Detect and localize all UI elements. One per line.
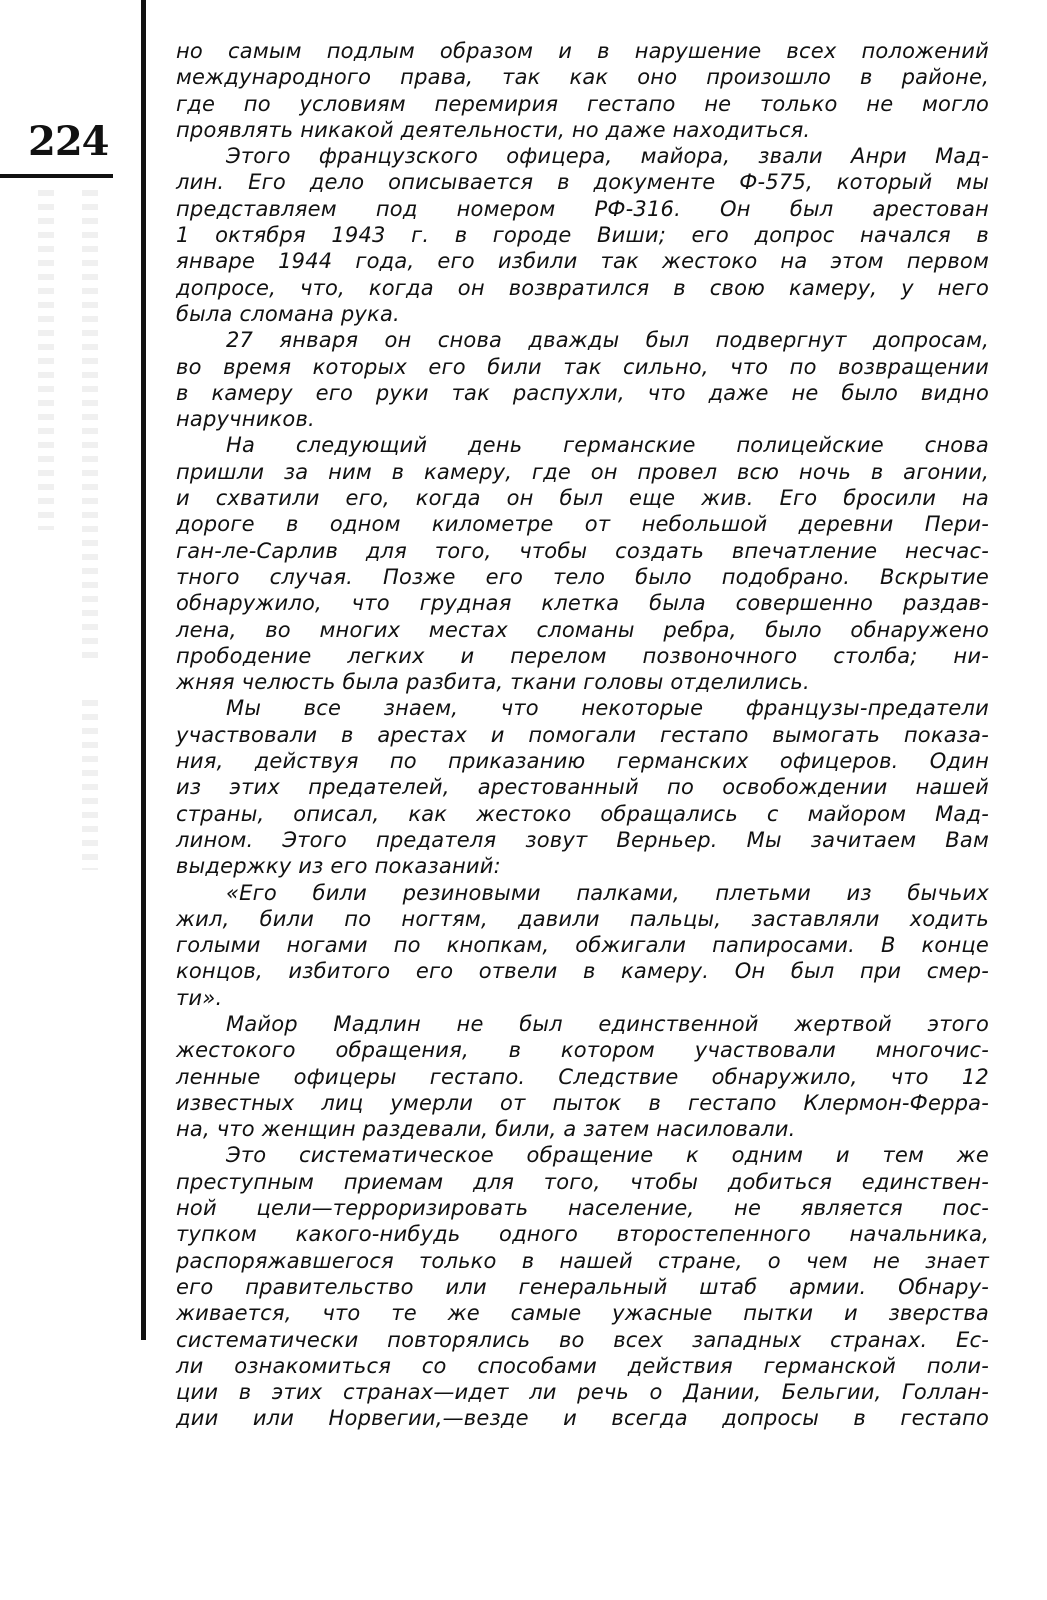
text-line: ти». — [176, 985, 223, 1010]
page-number: 224 — [28, 118, 109, 165]
text-line: ции в этих странах—идет ли речь о Дании, Бельгии, Голлан- — [176, 1380, 989, 1405]
text-line: лена, во многих местах сломаны ребра, было обнаружено — [176, 617, 989, 642]
text-line: жняя челюсть была разбита, ткани головы отделились. — [176, 670, 810, 695]
text-line: 1 октября 1943 г. в городе Виши; его допрос начался в — [176, 223, 989, 248]
text-line: ли ознакомиться со способами действия германской поли- — [176, 1353, 989, 1378]
text-line: голыми ногами по кнопкам, обжигали папиросами. В конце — [176, 933, 989, 958]
text-line: ган-ле-Сарлив для того, чтобы создать впечатление несчас- — [176, 538, 989, 563]
text-line: была сломана рука. — [176, 301, 400, 326]
margin-bleedthrough-b — [82, 190, 98, 660]
text-line: известных лиц умерли от пыток в гестапо Клермон-Ферра- — [176, 1090, 989, 1115]
text-line: из этих предателей, арестованный по освобождении нашей — [176, 775, 989, 800]
text-line: пришли за ним в камеру, где он провел всю ночь в агонии, — [176, 459, 989, 484]
text-line: жил, били по ногтям, давили пальцы, заставляли ходить — [176, 906, 989, 931]
text-line: международного права, так как оно произошло в районе, — [176, 65, 989, 90]
text-line: допросе, что, когда он возвратился в свою камеру, у него — [176, 275, 989, 300]
text-line: январе 1944 года, его избили так жестоко на этом первом — [176, 249, 989, 274]
text-line: прободение легких и перелом позвоночного столба; ни- — [176, 643, 989, 668]
text-line: лином. Этого предателя зовут Верньер. Мы зачитаем Вам — [176, 827, 989, 852]
text-line: живается, что те же самые ужасные пытки и зверства — [176, 1301, 989, 1326]
text-line: страны, описал, как жестоко обращались с майором Мад- — [176, 801, 989, 826]
text-line: представляем под номером РФ-316. Он был арестован — [176, 196, 989, 221]
text-line: и схватили его, когда он был еще жив. Его бросили на — [176, 486, 989, 511]
text-line: Этого французского офицера, майора, звали Анри Мад- — [226, 144, 989, 169]
text-line: тного случая. Позже его тело было подобрано. Вскрытие — [176, 564, 989, 589]
text-line: лин. Его дело описывается в документе Ф-575, который мы — [176, 170, 989, 195]
text-line: на, что женщин раздевали, били, а затем насиловали. — [176, 1117, 796, 1142]
text-line: «Его били резиновыми палками, плетьми из бычьих — [226, 880, 989, 905]
text-line: участвовали в арестах и помогали гестапо вымогать показа- — [176, 722, 989, 747]
text-line: ной цели—терроризировать население, не является пос- — [176, 1196, 989, 1221]
text-line: в камеру его руки так распухли, что даже не было видно — [176, 380, 989, 405]
margin-bleedthrough-c — [82, 700, 98, 870]
text-line: дороге в одном километре от небольшой деревни Пери- — [176, 512, 989, 537]
page-number-rule — [0, 174, 113, 178]
text-line: но самым подлым образом и в нарушение всех положений — [176, 39, 989, 63]
text-line: Это систематическое обращение к одним и тем же — [226, 1143, 989, 1168]
text-line: На следующий день германские полицейские снова — [226, 433, 989, 458]
body-text-column — [176, 38, 989, 1432]
text-line: концов, избитого его отвели в камеру. Он был при смер- — [176, 959, 989, 984]
text-line: его правительство или генеральный штаб армии. Обнару- — [176, 1274, 989, 1299]
text-line: ния, действуя по приказанию германских офицеров. Один — [176, 749, 989, 774]
text-line: дии или Норвегии,—везде и всегда допросы в гестапо — [176, 1406, 989, 1431]
text-line: во время которых его били так сильно, что по возвращении — [176, 354, 989, 379]
text-line: ленные офицеры гестапо. Следствие обнаружило, что 12 — [176, 1064, 989, 1089]
text-line: преступным приемам для того, чтобы добиться единствен- — [176, 1169, 989, 1194]
text-line: обнаружило, что грудная клетка была совершенно раздав- — [176, 591, 989, 616]
text-line: выдержку из его показаний: — [176, 854, 501, 879]
text-line: где по условиям перемирия гестапо не только не могло — [176, 91, 989, 116]
text-line: наручников. — [176, 407, 315, 432]
margin-bleedthrough-a — [38, 190, 54, 530]
text-line: Майор Мадлин не был единственной жертвой этого — [226, 1011, 989, 1036]
text-line: 27 января он снова дважды был подвергнут допросам, — [226, 328, 989, 353]
text-line: распоряжавшегося только в нашей стране, о чем не знает — [176, 1248, 989, 1273]
text-line: систематически повторялись во всех западных странах. Ес- — [176, 1327, 989, 1352]
text-line: Мы все знаем, что некоторые французы-предатели — [226, 696, 989, 721]
text-line: проявлять никакой деятельности, но даже находиться. — [176, 117, 811, 142]
text-line: тупком какого-нибудь одного второстепенного начальника, — [176, 1222, 989, 1247]
text-line: жестокого обращения, в котором участвовали многочис- — [176, 1038, 989, 1063]
margin-vertical-rule — [141, 0, 146, 1340]
